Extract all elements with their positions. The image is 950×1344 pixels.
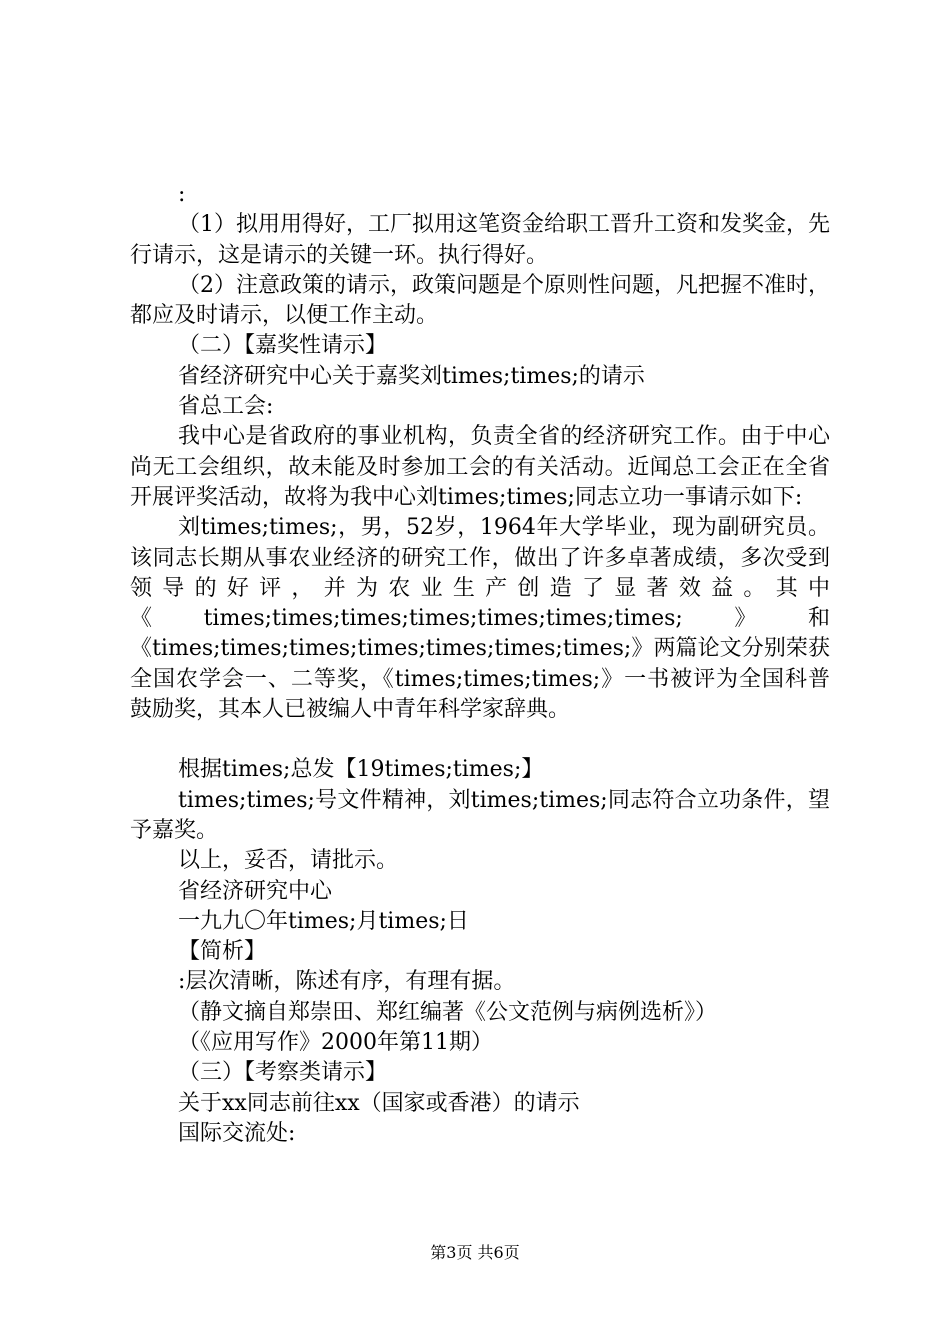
paragraph-basis: 根据times;总发【19times;times;】 [178,757,544,783]
recipient-line-2: 国际交流处: [178,1120,296,1146]
recipient-line: 省总工会: [178,394,274,420]
source-note-2: （《应用写作》2000年第11期） [178,1030,493,1056]
paragraph-background: 我中心是省政府的事业机构，负责全省的经济研究工作。由于中心尚无工会组织，故未能及时参加工会的有关活动。近闻总工会正在全省开展评奖活动，故将为我中心刘times;times;同志立功一事请示如下: [130,424,830,510]
request-title-commendation: 省经济研究中心关于嘉奖刘times;times;的请示 [178,363,645,389]
page-footer: 第3页 共6页 [430,1243,520,1262]
paragraph-item-2: （2）注意政策的请示，政策问题是个原则性问题，凡把握不准时，都应及时请示，以便工作主动。 [130,272,830,329]
source-note-1: （静文摘自郑崇田、郑红编著《公文范例与病例选析》） [178,999,718,1025]
analysis-text: :层次清晰，陈述有序，有理有据。 [178,969,516,995]
closing-line: 以上，妥否，请批示。 [178,848,399,874]
paragraph-item-1: （1）拟用用得好，工厂拟用这笔资金给职工晋升工资和发奖金，先行请示，这是请示的关键一环。执行得好。 [130,212,830,268]
section-heading-commendation: （二）【嘉奖性请示】 [178,333,388,359]
section-heading-inspection: （三）【考察类请示】 [178,1060,388,1086]
request-title-inspection: 关于xx同志前往xx（国家或香港）的请示 [178,1090,580,1116]
document-body [130,180,830,1149]
signature-org: 省经济研究中心 [178,878,333,904]
analysis-heading: 【简析】 [178,939,267,965]
blank-line [130,725,830,755]
paragraph-colon: : [178,182,186,207]
signature-date: 一九九〇年times;月times;日 [178,908,469,934]
paragraph-request: times;times;号文件精神，刘times;times;同志符合立功条件，望予嘉奖。 [130,787,830,843]
paragraph-achievements: 刘times;times;，男，52岁，1964年大学毕业，现为副研究员。该同志长期从事农业经济的研究工作，做出了许多卓著成绩，多次受到领导的好评，并为农业生产创造了显著效益。其中《times;times;times;times;times;times;times;》和《times;times;times;times;times;times;times;》两篇论文分别荣获全国农学会一、二等奖，《times;times;times;》一书被评为全国科普鼓励奖，其本人已被编人中青年科学家辞典。 [130,515,830,723]
